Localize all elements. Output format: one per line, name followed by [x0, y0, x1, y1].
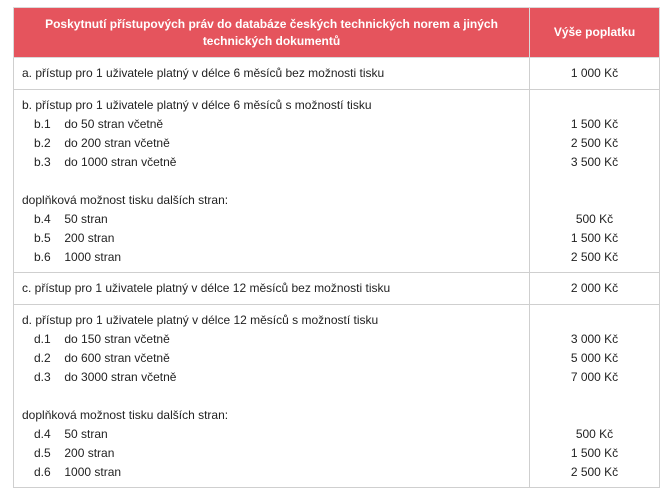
row-d-title: d. přístup pro 1 uživatele platný v délce 12 měsíců s možností tisku — [22, 313, 379, 327]
fee-table-container — [13, 7, 659, 488]
row-b-description — [14, 90, 530, 273]
list-item: d.6 1000 stran — [34, 465, 122, 479]
price-value: 2 500 Kč — [570, 465, 619, 479]
list-item: d.2 do 600 stran včetně — [34, 351, 170, 365]
price-value: 1 500 Kč — [570, 231, 619, 245]
list-item: b.6 1000 stran — [34, 250, 122, 264]
price-value: 2 500 Kč — [570, 136, 619, 150]
list-item: d.5 200 stran — [34, 446, 115, 460]
list-item: d.1 do 150 stran včetně — [34, 332, 170, 346]
row-d-description — [14, 305, 530, 488]
price-value: 7 000 Kč — [570, 370, 619, 384]
list-item: d.3 do 3000 stran včetně — [34, 370, 177, 384]
header-fee: Výše poplatku — [530, 8, 660, 58]
price-value: 1 500 Kč — [570, 117, 619, 131]
row-b-extra-title: doplňková možnost tisku dalších stran: — [22, 193, 229, 207]
row-c-price: 2 000 Kč — [530, 273, 660, 305]
list-item: b.1 do 50 stran včetně — [34, 117, 164, 131]
header-description: Poskytnutí přístupových práv do databáze českých technických norem a jiných technických dokumentů — [14, 8, 530, 58]
row-c-description: c. přístup pro 1 uživatele platný v délce 12 měsíců bez možnosti tisku — [14, 273, 530, 305]
price-value: 3 500 Kč — [570, 155, 619, 169]
table-row-a — [14, 58, 660, 90]
price-value: 500 Kč — [575, 212, 614, 226]
row-b-title: b. přístup pro 1 uživatele platný v délce 6 měsíců s možností tisku — [22, 98, 372, 112]
list-item: b.2 do 200 stran včetně — [34, 136, 170, 150]
price-value: 3 000 Kč — [570, 332, 619, 346]
row-a-description: a. přístup pro 1 uživatele platný v délce 6 měsíců bez možnosti tisku — [14, 58, 530, 90]
list-item: b.4 50 stran — [34, 212, 108, 226]
list-item: b.5 200 stran — [34, 231, 115, 245]
table-row-b — [14, 90, 660, 273]
list-item: b.3 do 1000 stran včetně — [34, 155, 177, 169]
price-value: 2 500 Kč — [570, 250, 619, 264]
price-value: 1 500 Kč — [570, 446, 619, 460]
table-header-row — [14, 8, 660, 58]
list-item: d.4 50 stran — [34, 427, 108, 441]
row-b-prices — [530, 90, 660, 273]
row-d-extra-title: doplňková možnost tisku dalších stran: — [22, 408, 229, 422]
fee-table — [13, 7, 660, 488]
table-row-d — [14, 305, 660, 488]
row-a-price: 1 000 Kč — [530, 58, 660, 90]
row-d-prices — [530, 305, 660, 488]
table-row-c — [14, 273, 660, 305]
price-value: 500 Kč — [575, 427, 614, 441]
price-value: 5 000 Kč — [570, 351, 619, 365]
